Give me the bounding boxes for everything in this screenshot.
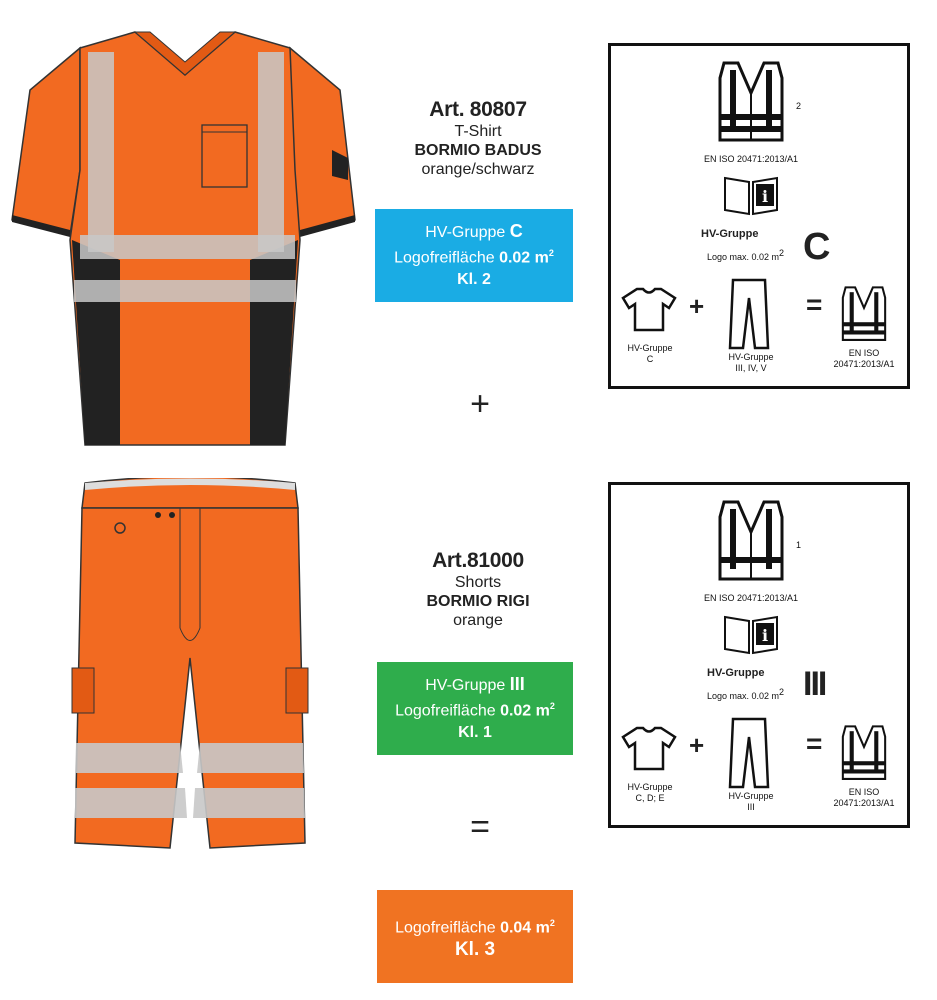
equals-sign: = — [806, 728, 823, 759]
vest-icon — [716, 497, 786, 582]
caption-line: III — [747, 802, 755, 812]
vest-icon — [716, 58, 786, 143]
shirt-caption — [615, 343, 685, 365]
caption-line: HV-Gruppe — [627, 343, 673, 353]
logo-area-value: 0.02 m — [499, 249, 549, 267]
logo-area-sup: 2 — [549, 701, 555, 712]
caption-line: EN ISO — [848, 348, 880, 358]
shorts-hv-group — [425, 674, 525, 696]
hv-group-label: HV-Gruppe — [425, 224, 510, 242]
caption-line: HV-Gruppe — [728, 791, 774, 801]
logo-area-sup: 2 — [548, 248, 554, 259]
logo-area-value: 0.04 m — [500, 919, 550, 937]
hv-group-value: III — [509, 674, 525, 695]
norm-text: EN ISO 20471:2013/A1 — [703, 154, 799, 164]
result-box — [377, 890, 573, 983]
norm-text: EN ISO 20471:2013/A1 — [703, 593, 799, 603]
result-class: Kl. 3 — [454, 938, 496, 960]
shirt-caption — [615, 782, 685, 804]
shirt-icon — [621, 725, 677, 771]
result-caption — [819, 787, 909, 809]
shirt-color: orange/schwarz — [421, 161, 535, 178]
logo-max-text: Logo max. 0.02 m — [707, 252, 780, 262]
plus-sign: + — [689, 291, 705, 321]
caption-line: III, IV, V — [735, 363, 767, 373]
shorts-class: Kl. 1 — [458, 723, 492, 741]
group-label: HV-Gruppe — [701, 228, 759, 240]
tshirt-image — [10, 30, 360, 460]
big-group-letter: C — [803, 226, 831, 268]
caption-line: 20471:2013/A1 — [833, 359, 895, 369]
shirt-hv-group — [425, 221, 522, 243]
caption-line: EN ISO — [848, 787, 880, 797]
norm-panel-shorts — [608, 482, 910, 828]
caption-line: C — [646, 354, 654, 364]
shirt-type: T-Shirt — [454, 123, 502, 140]
svg-text:i: i — [761, 187, 769, 206]
plus-operator: + — [470, 385, 490, 423]
shorts-name: BORMIO RIGI — [426, 593, 530, 610]
hv-group-value: C — [509, 221, 523, 242]
shirt-logo-area — [394, 243, 554, 268]
vest-sup: 1 — [796, 540, 802, 550]
svg-text:i: i — [761, 626, 769, 645]
shirt-art-number: Art. 80807 — [429, 98, 527, 121]
shorts-color: orange — [453, 612, 503, 629]
shorts-type: Shorts — [454, 574, 502, 591]
plus-sign: + — [689, 730, 705, 760]
equals-operator: = — [470, 808, 490, 846]
vest-result-icon — [839, 723, 889, 781]
group-label: HV-Gruppe — [707, 667, 765, 679]
logo-area-label: Logofreifläche — [394, 249, 500, 267]
caption-line: C, D; E — [635, 793, 665, 803]
manual-icon — [723, 613, 779, 655]
caption-line: HV-Gruppe — [627, 782, 673, 792]
logo-max — [707, 248, 784, 262]
pants-icon — [728, 278, 770, 350]
shorts-info — [378, 549, 578, 631]
logo-area-label: Logofreifläche — [395, 702, 501, 720]
vest-sup: 2 — [796, 101, 802, 111]
hv-group-label: HV-Gruppe — [425, 677, 510, 695]
logo-area-value: 0.02 m — [500, 702, 550, 720]
pants-caption — [711, 352, 791, 374]
logo-max — [707, 687, 784, 701]
shorts-art-number: Art.81000 — [432, 549, 524, 572]
norm-panel-shirt — [608, 43, 910, 389]
manual-icon — [723, 174, 779, 216]
logo-area-sup: 2 — [549, 918, 555, 929]
logo-max-sup: 2 — [779, 248, 785, 258]
result-caption — [819, 348, 909, 370]
caption-line: 20471:2013/A1 — [833, 798, 895, 808]
shirt-info — [378, 98, 578, 180]
logo-max-text: Logo max. 0.02 m — [707, 691, 780, 701]
vest-result-icon — [839, 284, 889, 342]
shorts-logo-area — [395, 696, 555, 721]
logo-area-label: Logofreifläche — [395, 919, 501, 937]
logo-max-sup: 2 — [779, 687, 785, 697]
shirt-name: BORMIO BADUS — [414, 142, 542, 159]
pants-caption — [711, 791, 791, 813]
shirt-hv-box — [375, 209, 573, 302]
equals-sign: = — [806, 289, 823, 320]
result-logo-area — [395, 913, 555, 938]
shirt-icon — [621, 286, 677, 332]
caption-line: HV-Gruppe — [728, 352, 774, 362]
big-group-letter: III — [803, 665, 826, 703]
pants-icon — [728, 717, 770, 789]
shorts-hv-box — [377, 662, 573, 755]
shirt-class: Kl. 2 — [457, 270, 491, 288]
shorts-image — [60, 478, 320, 853]
